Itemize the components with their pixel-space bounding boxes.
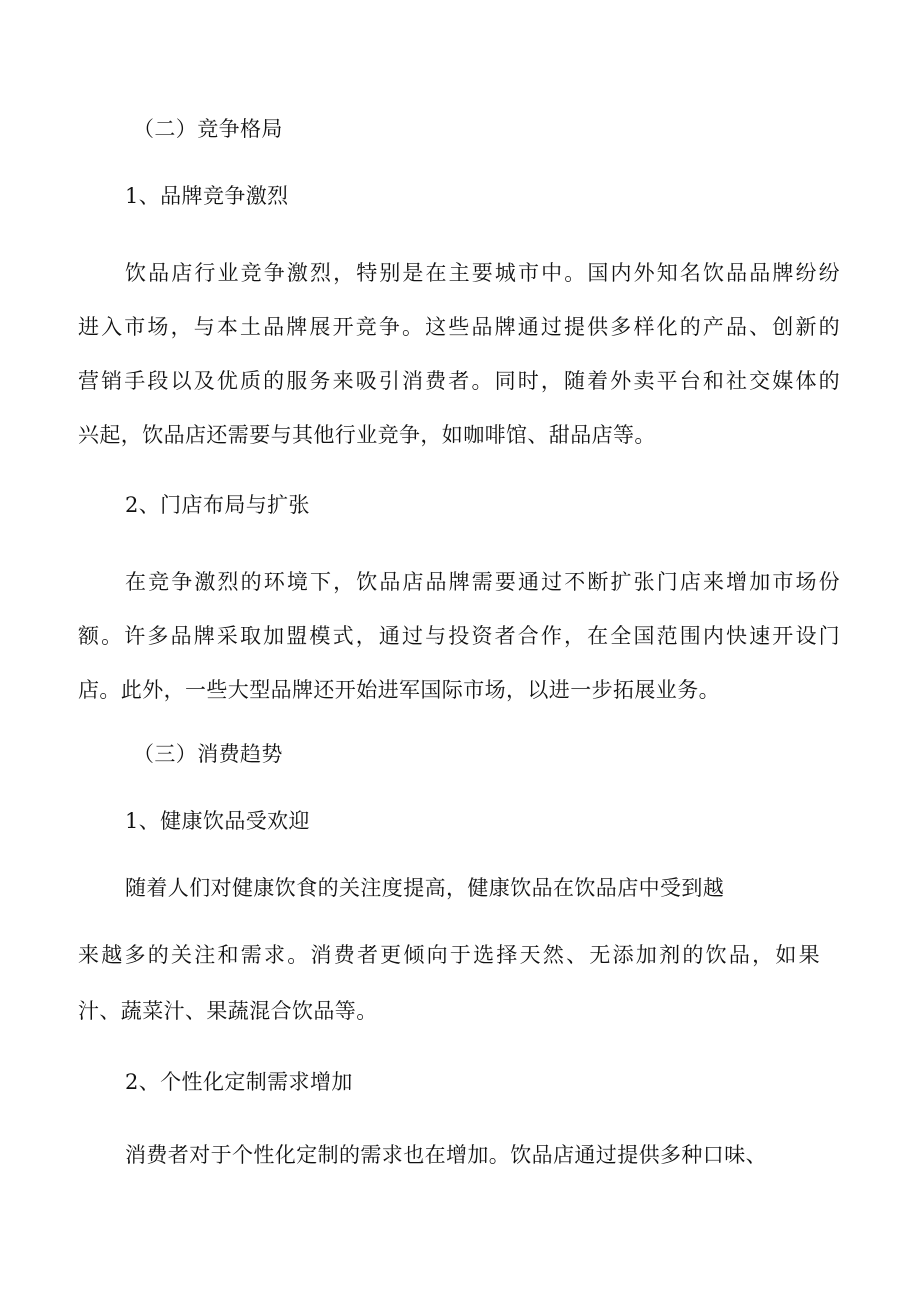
subheading-healthy-drinks: 1、健康饮品受欢迎: [125, 809, 310, 833]
paragraph-line: 汁、蔬菜汁、果蔬混合饮品等。: [78, 999, 378, 1023]
subheading-brand-competition: 1、品牌竞争激烈: [125, 184, 289, 208]
paragraph-line: 随着人们对健康饮食的关注度提高，健康饮品在饮品店中受到越: [125, 876, 725, 900]
paragraph-line: 在竞争激烈的环境下，饮品店品牌需要通过不断扩张门店来增加市场份: [125, 570, 840, 594]
subheading-personalization: 2、个性化定制需求增加: [125, 1070, 353, 1094]
section-heading-consumer-trends: （三）消费趋势: [133, 742, 283, 766]
subheading-store-expansion: 2、门店布局与扩张: [125, 493, 310, 517]
section-heading-competition: （二）竞争格局: [133, 117, 283, 141]
paragraph-line: 进入市场，与本土品牌展开竞争。这些品牌通过提供多样化的产品、创新的: [78, 315, 840, 339]
paragraph-line: 兴起，饮品店还需要与其他行业竞争，如咖啡馆、甜品店等。: [78, 423, 656, 447]
paragraph-line: 店。此外，一些大型品牌还开始进军国际市场，以进一步拓展业务。: [78, 678, 720, 702]
paragraph-line: 饮品店行业竞争激烈，特别是在主要城市中。国内外知名饮品品牌纷纷: [125, 261, 840, 285]
paragraph-line: 额。许多品牌采取加盟模式，通过与投资者合作，在全国范围内快速开设门: [78, 624, 840, 648]
paragraph-line: 营销手段以及优质的服务来吸引消费者。同时，随着外卖平台和社交媒体的: [78, 369, 840, 393]
paragraph-line: 来越多的关注和需求。消费者更倾向于选择天然、无添加剂的饮品，如果: [78, 943, 820, 967]
paragraph-line: 消费者对于个性化定制的需求也在增加。饮品店通过提供多种口味、: [125, 1143, 767, 1167]
